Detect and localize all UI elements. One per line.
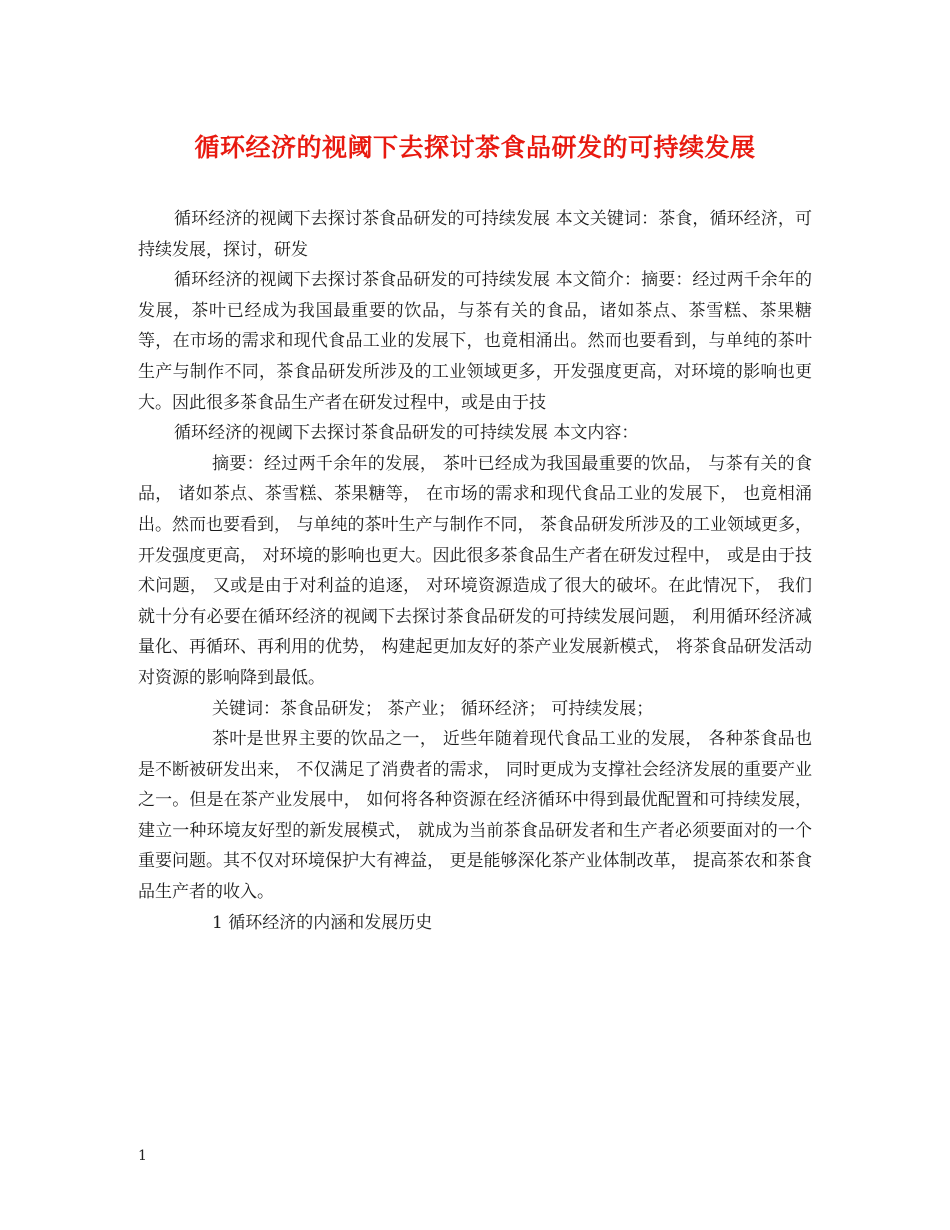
paragraph-introduction: 茶叶是世界主要的饮品之一， 近些年随着现代食品工业的发展， 各种茶食品也是不断被研发出来， 不仅满足了消费者的需求， 同时更成为支撑社会经济发展的重要产业之一。但是在茶产业发展中， 如何将各种资源在经济循环中得到最优配置和可持续发展， 建立一种环境友好型的新发展模式， 就成为当前茶食品研发者和生产者必须要面对的一个重要问题。其不仅对环境保护大有裨益， 更是能够深化茶产业体制改革， 提高茶农和茶食品生产者的收入。 <box>138 729 812 903</box>
paragraph-summary-intro: 循环经济的视阈下去探讨茶食品研发的可持续发展 本文简介：摘要：经过两千余年的发展，茶叶已经成为我国最重要的饮品，与茶有关的食品，诸如茶点、茶雪糕、茶果糖等，在市场的需求和现代食品工业的发展下，也竟相涌出。然而也要看到，与单纯的茶叶生产与制作不同，茶食品研发所涉及的工业领域更多，开发强度更高，对环境的影响也更大。因此很多茶食品生产者在研发过程中，或是由于技 <box>138 270 812 413</box>
paragraph-keywords-intro: 循环经济的视阈下去探讨茶食品研发的可持续发展 本文关键词：茶食，循环经济，可持续发展，探讨，研发 <box>138 209 812 260</box>
paragraph-keywords: 关键词：茶食品研发； 茶产业； 循环经济； 可持续发展； <box>212 698 654 719</box>
section-heading: 1 循环经济的内涵和发展历史 <box>212 912 433 933</box>
paragraph-content-intro: 循环经济的视阈下去探讨茶食品研发的可持续发展 本文内容： <box>174 423 639 444</box>
document-body <box>138 204 812 938</box>
page-title: 循环经济的视阈下去探讨茶食品研发的可持续发展 <box>194 133 756 162</box>
page-number: 1 <box>138 1148 147 1164</box>
paragraph-abstract: 摘要：经过两千余年的发展， 茶叶已经成为我国最重要的饮品， 与茶有关的食品， 诸如茶点、茶雪糕、茶果糖等， 在市场的需求和现代食品工业的发展下， 也竟相涌出。然而也要看到， 与单纯的茶叶生产与制作不同， 茶食品研发所涉及的工业领域更多， 开发强度更高， 对环境的影响也更大。因此很多茶食品生产者在研发过程中， 或是由于技术问题， 又或是由于对利益的追逐， 对环境资源造成了很大的破坏。在此情况下， 我们就十分有必要在循环经济的视阈下去探讨茶食品研发的可持续发展问题， 利用循环经济减量化、再循环、再利用的优势， 构建起更加友好的茶产业发展新模式， 将茶食品研发活动对资源的影响降到最低。 <box>138 453 812 688</box>
